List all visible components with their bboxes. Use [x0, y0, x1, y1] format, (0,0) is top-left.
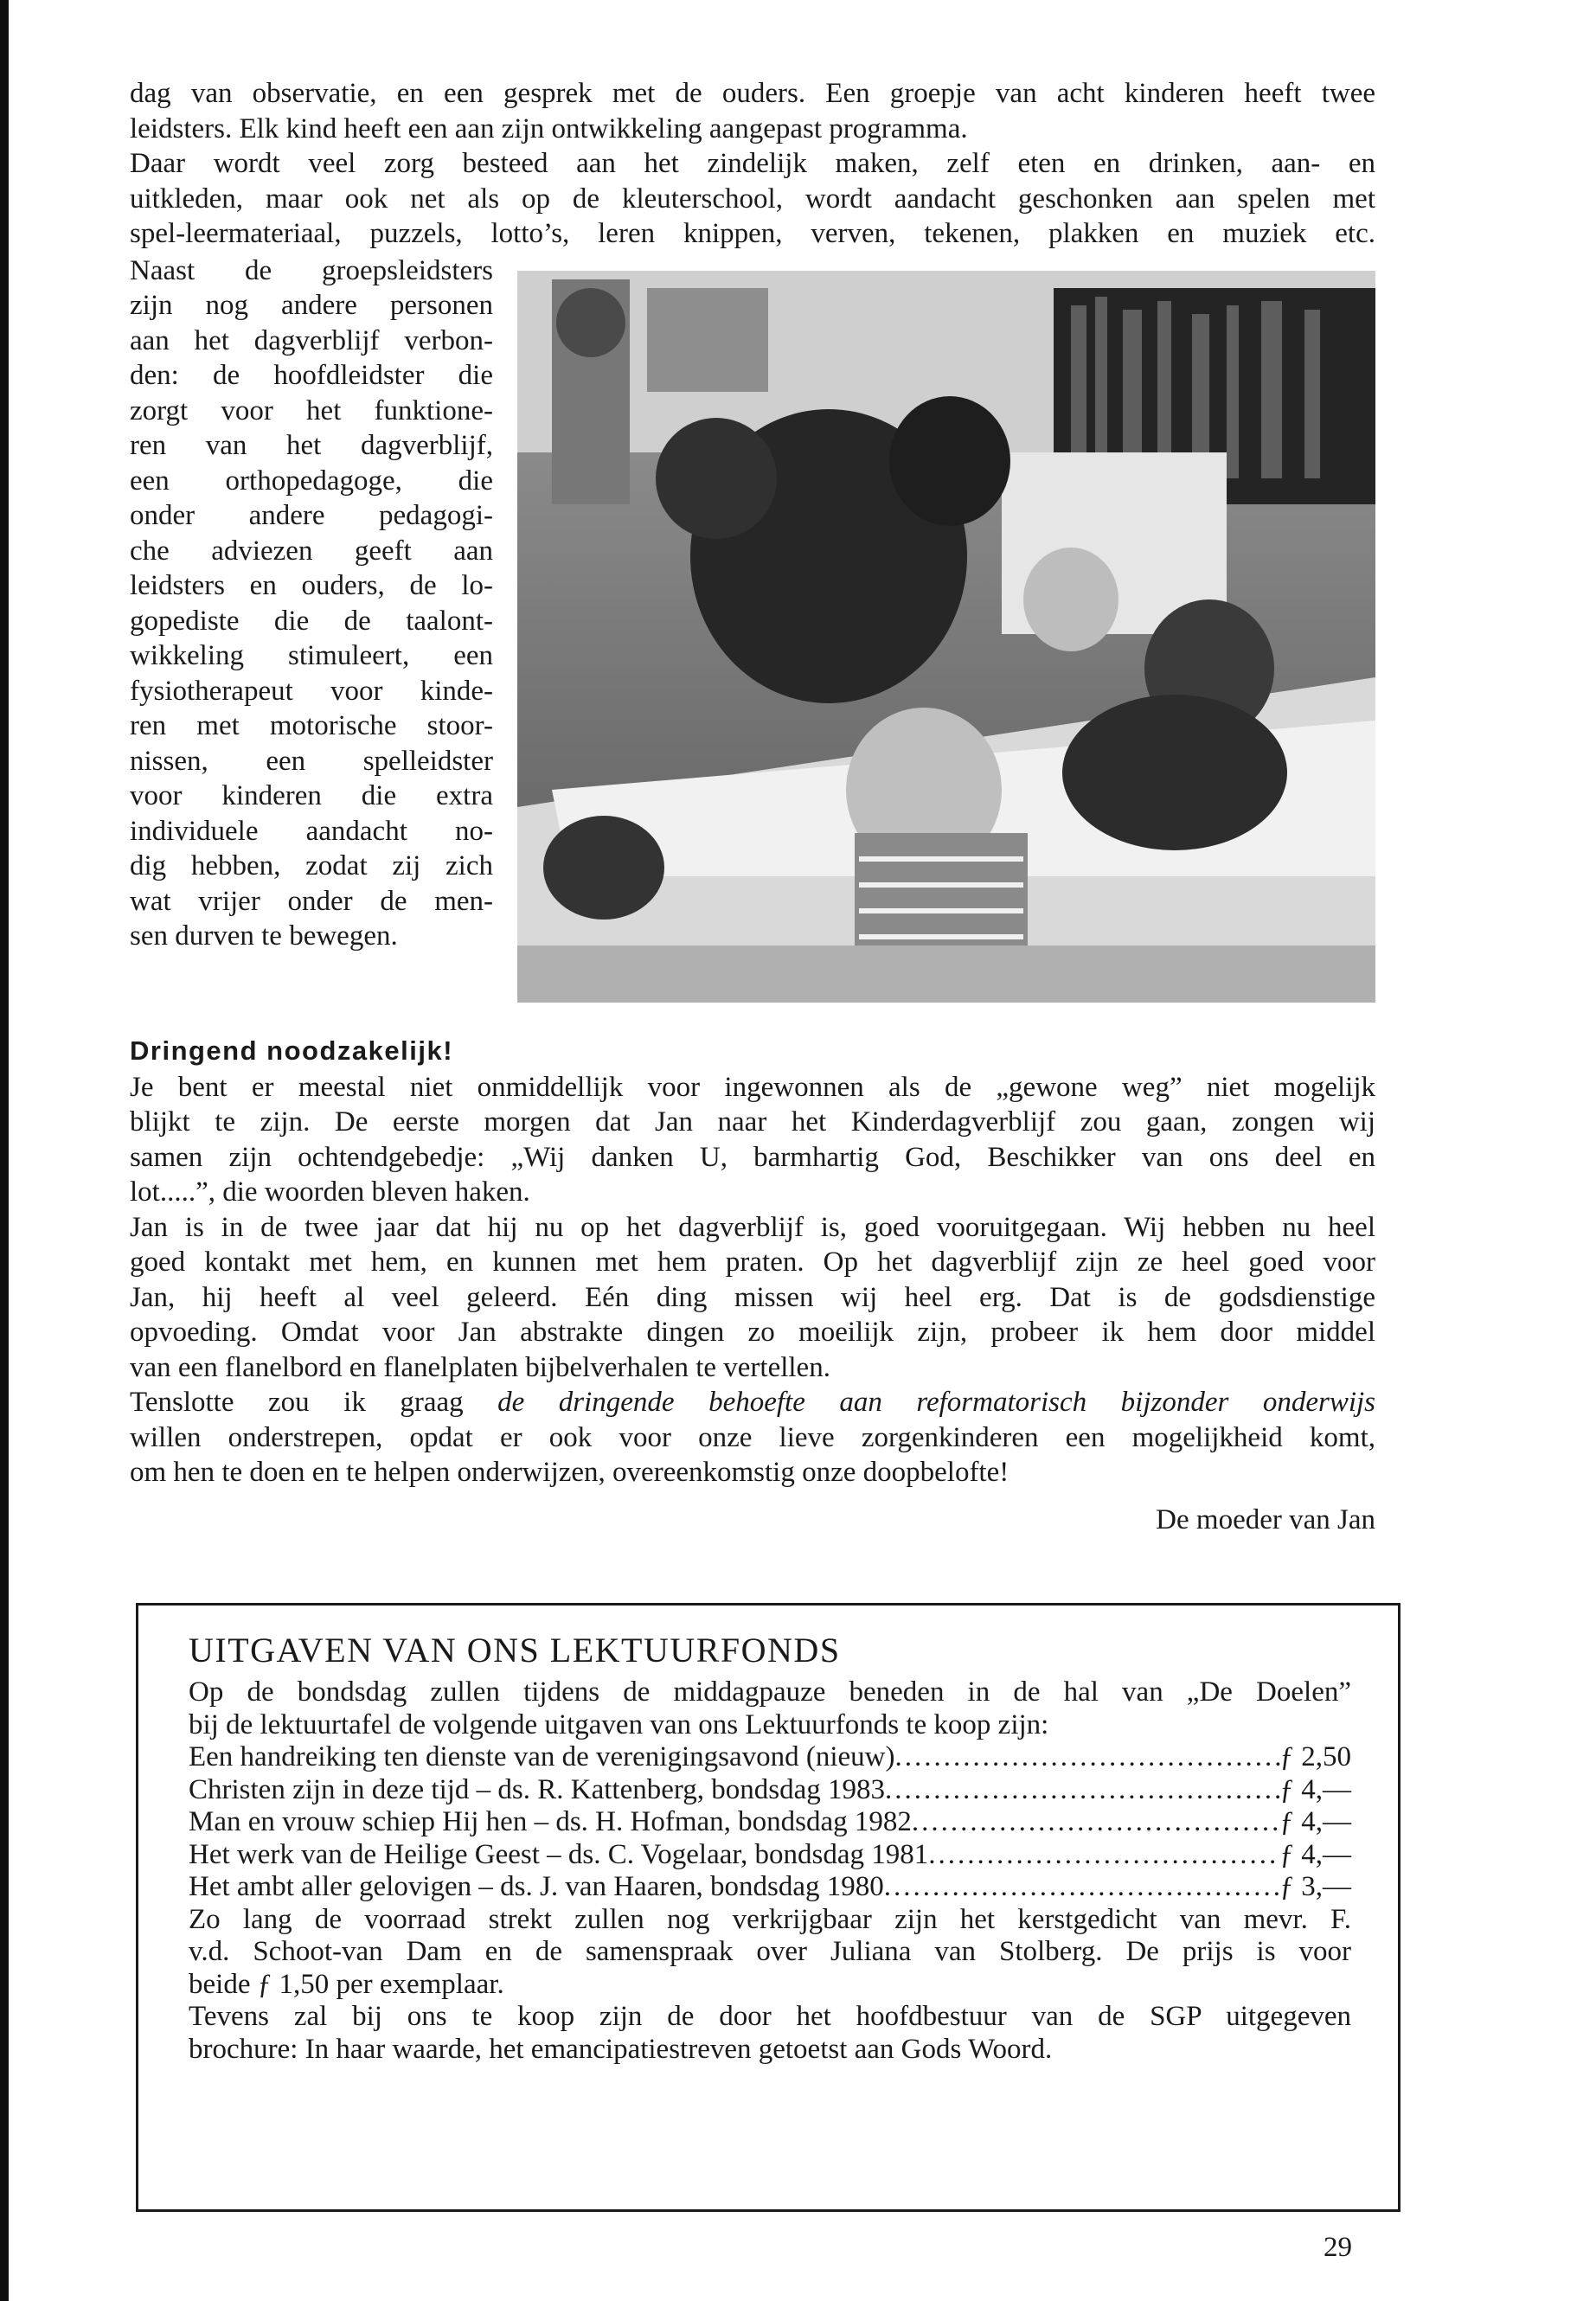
- signature: De moeder van Jan: [1156, 1503, 1375, 1535]
- text-line: om hen te doen en te helpen onderwijzen, overeenkomstig onze doopbelofte!: [130, 1457, 1010, 1488]
- item-price: [1280, 1871, 1352, 1904]
- text-line: Daar wordt veel zorg besteed aan het zindelijk maken, zelf eten en drinken, aan- en: [130, 148, 1375, 179]
- text-line: zijn nog andere personen: [130, 290, 493, 321]
- item-title: Christen zijn in deze tijd – ds. R. Kattenberg, bondsdag 1983: [189, 1773, 886, 1805]
- text-line: spel-leermateriaal, puzzels, lotto’s, leren knippen, verven, tekenen, plakken en muziek etc.: [130, 218, 1375, 249]
- text-line: den: de hoofdleidster die: [130, 360, 493, 391]
- item-title: Man en vrouw schiep Hij hen – ds. H. Hofman, bondsdag 1982: [189, 1806, 912, 1837]
- currency: ƒ: [1279, 1741, 1294, 1772]
- text-line: blijkt te zijn. De eerste morgen dat Jan naar het Kinderdagverblijf zou gaan, zongen wij: [130, 1106, 1375, 1138]
- box-title: UITGAVEN VAN ONS LEKTUURFONDS: [189, 1631, 841, 1670]
- price-item: [189, 1839, 1351, 1872]
- amount: 4,—: [1301, 1806, 1351, 1837]
- article: [130, 76, 1375, 1537]
- text-line: bij de lektuurtafel de volgende uitgaven van ons Lektuurfonds te koop zijn:: [189, 1708, 1049, 1740]
- currency: ƒ: [1279, 1773, 1294, 1805]
- amount: 2,50: [1301, 1741, 1351, 1772]
- price-item: [189, 1741, 1351, 1774]
- text-line: leidsters en ouders, de lo-: [130, 570, 493, 601]
- scan-edge: [0, 0, 9, 2301]
- text-line: wat vrijer onder de men-: [130, 885, 493, 917]
- text-line: voor kinderen die extra: [130, 780, 493, 811]
- text-line: lot.....”, die woorden bleven haken.: [130, 1176, 530, 1208]
- dot-leader: [884, 1871, 1280, 1904]
- price-item: [189, 1806, 1351, 1839]
- item-title: Het ambt aller gelovigen – ds. J. van Haaren, bondsdag 1980: [189, 1871, 884, 1902]
- text-line: ren van het dagverblijf,: [130, 430, 493, 461]
- text-line: zorgt voor het funktione-: [130, 394, 493, 426]
- closing-paragraph: [130, 1385, 1375, 1490]
- text-line: wikkeling stimuleert, een: [130, 640, 493, 671]
- text-line: Jan, hij heeft al veel geleerd. Eén ding missen wij heel erg. Dat is de godsdienstige: [130, 1281, 1375, 1313]
- text-line: uitkleden, maar ook net als op de kleuterschool, wordt aandacht geschonken aan spelen met: [130, 183, 1375, 215]
- text-line: Op de bondsdag zullen tijdens de middagpauze beneden in de hal van „De Doelen”: [189, 1676, 1351, 1708]
- section-heading: Dringend noodzakelijk!: [130, 1035, 454, 1066]
- currency: ƒ: [1279, 1806, 1294, 1837]
- text-line: Tevens zal bij ons te koop zijn de door het hoofdbestuur van de SGP uitgegeven: [189, 2001, 1351, 2032]
- text-line: individuele aandacht no-: [130, 815, 493, 847]
- text-line: Jan is in de twee jaar dat hij nu op het dagverblijf is, goed vooruitgegaan. Wij hebben nu heel: [130, 1211, 1375, 1243]
- classroom-photo: [517, 271, 1375, 1003]
- item-title: Het werk van de Heilige Geest – ds. C. Vogelaar, bondsdag 1981: [189, 1838, 929, 1870]
- text-line: een orthopedagoge, die: [130, 465, 493, 497]
- classroom-photo-illustration: [517, 271, 1375, 1003]
- amount: 4,—: [1301, 1773, 1351, 1805]
- text-line: willen onderstrepen, opdat er ook voor onze lieve zorgenkinderen een mogelijkheid komt,: [130, 1421, 1375, 1453]
- currency: ƒ: [1279, 1871, 1294, 1902]
- text-line: v.d. Schoot-van Dam en de samenspraak over Juliana van Stolberg. De prijs is voor: [189, 1936, 1351, 1967]
- text-line: leidsters. Elk kind heeft een aan zijn ontwikkeling aangepast programma.: [130, 112, 968, 144]
- item-price: [1280, 1741, 1352, 1774]
- item-price: [1280, 1839, 1352, 1872]
- text-line: opvoeding. Omdat voor Jan abstrakte dingen zo moeilijk zijn, probeer ik hem door middel: [130, 1317, 1375, 1348]
- page-number: 29: [1324, 2232, 1352, 2263]
- dot-leader: [885, 1774, 1279, 1807]
- column-with-photo: [130, 253, 1375, 1018]
- amount: 4,—: [1301, 1838, 1351, 1870]
- price-item: [189, 1774, 1351, 1807]
- staff-column: [130, 253, 493, 954]
- text-line: onder andere pedagogi-: [130, 500, 493, 531]
- item-price: [1280, 1806, 1352, 1839]
- text-line: van een flanelbord en flanelplaten bijbelverhalen te vertellen.: [130, 1351, 830, 1383]
- text-line: fysiotherapeut voor kinde-: [130, 675, 493, 707]
- text-line: che adviezen geeft aan: [130, 535, 493, 567]
- text-line: nissen, een spelleidster: [130, 745, 493, 777]
- text-line: beide ƒ 1,50 per exemplaar.: [189, 1968, 504, 2000]
- amount: 3,—: [1301, 1871, 1351, 1902]
- text-line: goed kontakt met hem, en kunnen met hem praten. Op het dagverblijf zijn ze heel goed voor: [130, 1247, 1375, 1278]
- text-line: dig hebben, zodat zij zich: [130, 850, 493, 881]
- dot-leader: [912, 1806, 1280, 1839]
- text-line: brochure: In haar waarde, het emancipatiestreven getoetst aan Gods Woord.: [189, 2033, 1053, 2065]
- lektuurfonds-box: [136, 1603, 1401, 2212]
- currency: ƒ: [1279, 1838, 1294, 1870]
- dot-leader: [895, 1741, 1280, 1774]
- price-list: [189, 1741, 1351, 1904]
- text-line: Je bent er meestal niet onmiddellijk voor ingewonnen als de „gewone weg” niet mogelijk: [130, 1071, 1375, 1103]
- text-line: aan het dagverblijf verbon-: [130, 324, 493, 356]
- text-line: dag van observatie, en een gesprek met de ouders. Een groepje van acht kinderen heeft twee: [130, 78, 1375, 109]
- dot-leader: [928, 1839, 1279, 1872]
- item-title: Een handreiking ten dienste van de verenigingsavond (nieuw): [189, 1741, 895, 1772]
- body-paragraph: [130, 1070, 1375, 1386]
- text-line: ren met motorische stoor-: [130, 710, 493, 741]
- text-line: [130, 1385, 1375, 1420]
- item-price: [1280, 1774, 1352, 1807]
- text-line: Zo lang de voorraad strekt zullen nog verkrijgbaar zijn het kerstgedicht van mevr. F.: [189, 1903, 1351, 1935]
- intro-paragraph: [130, 76, 1375, 252]
- text-span: Tenslotte zou ik graag: [130, 1387, 498, 1418]
- text-line: gopediste die de taalont-: [130, 605, 493, 637]
- text-line: Naast de groepsleidsters: [130, 254, 493, 286]
- price-item: [189, 1871, 1351, 1904]
- text-line: sen durven te bewegen.: [130, 920, 398, 952]
- emphasis-text: de dringende behoefte aan reformatorisch bijzonder onderwijs: [497, 1387, 1376, 1418]
- text-line: samen zijn ochtendgebedje: „Wij danken U, barmhartig God, Beschikker van ons deel en: [130, 1141, 1375, 1173]
